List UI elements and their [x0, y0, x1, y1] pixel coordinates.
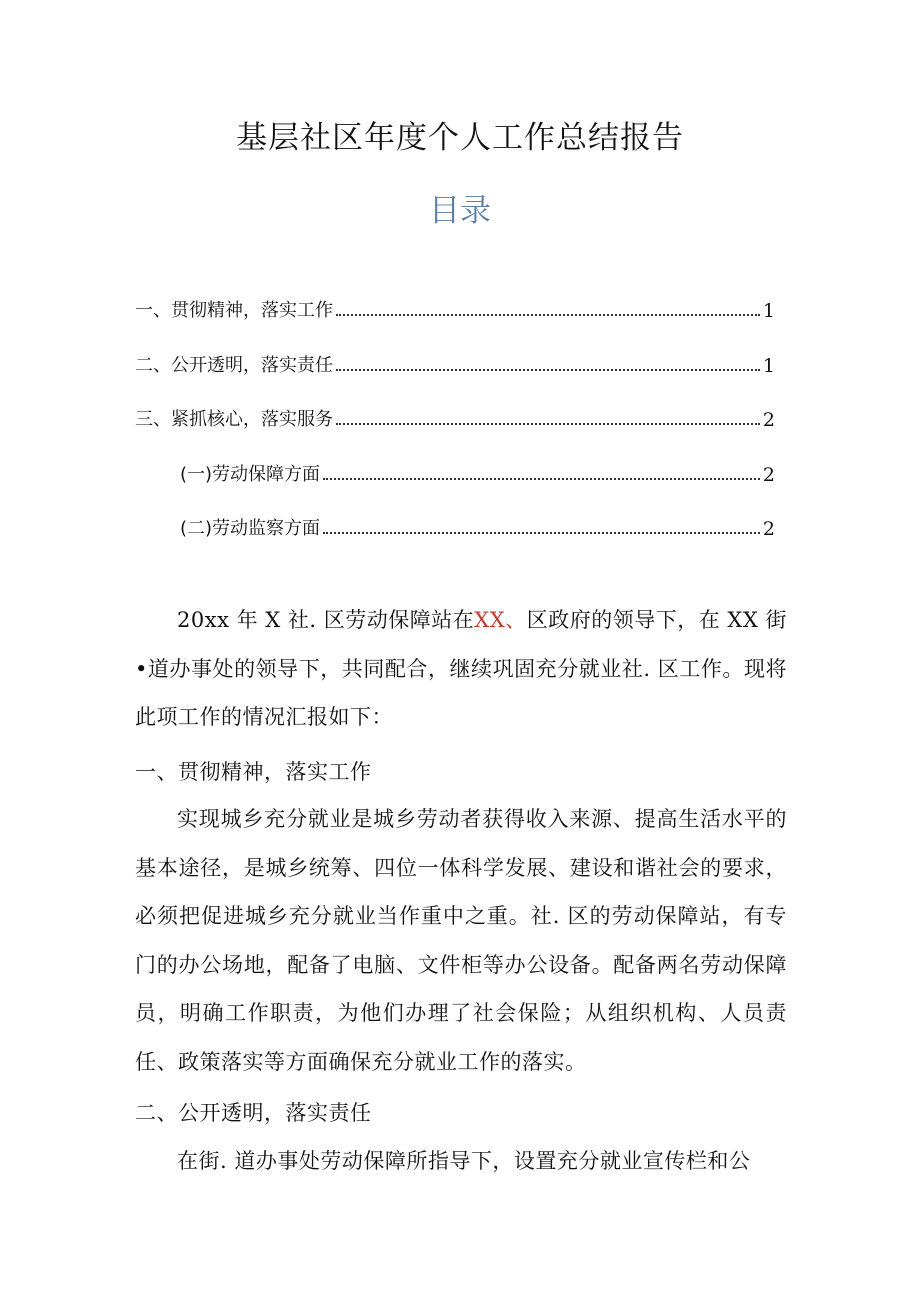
intro-paragraph: [135, 596, 787, 742]
toc-item-label: (二)劳动监察方面: [180, 518, 321, 539]
section-body: 在街. 道办事处劳动保障所指导下，设置充分就业宣传栏和公: [177, 1149, 751, 1173]
toc-item-page: 2: [762, 518, 775, 540]
toc-item-page: 1: [762, 355, 775, 377]
toc-item-page: 2: [762, 409, 775, 431]
toc-leader-dots: [323, 531, 760, 534]
toc-item[interactable]: [135, 405, 775, 431]
toc-item-label: 三、紧抓核心，落实服务: [135, 409, 333, 430]
toc-item-page: 2: [762, 464, 775, 486]
section-body: 实现城乡充分就业是城乡劳动者获得收入来源、提高生活水平的基本途径，是城乡统筹、四位一体科学发展、建设和谐社会的要求，必须把促进城乡充分就业当作重中之重。社. 区的劳动保障站，有专门的办公场地，配备了电脑、文件柜等办公设备。配备两名劳动保障员，明确工作职责，为他们办理了社会保险；从组织机构、人员责任、政策落实等方面确保充分就业工作的落实。: [135, 807, 787, 1074]
section-heading: 二、公开透明，落实责任: [135, 1101, 372, 1125]
toc-item-label: 一、贯彻精神，落实工作: [135, 300, 333, 321]
toc-title: 目录: [429, 193, 491, 229]
toc-leader-dots: [336, 368, 760, 371]
document-title: 基层社区年度个人工作总结报告: [236, 120, 684, 156]
toc-item-label: 二、公开透明，落实责任: [135, 355, 333, 376]
toc-item-page: 1: [762, 300, 775, 322]
intro-text-start: 20xx 年 X 社. 区劳动保障站在: [177, 608, 475, 632]
toc-leader-dots: [336, 313, 760, 316]
toc-leader-dots: [336, 422, 760, 425]
section-heading: 一、贯彻精神，落实工作: [135, 760, 372, 784]
toc-subitem[interactable]: [180, 514, 775, 540]
intro-highlight: XX、: [474, 608, 527, 632]
intro-text-end: 区政府的领导下，在 XX 街•道办事处的领导下，共同配合，继续巩固充分就业社. 区工作。现将此项工作的情况汇报如下：: [135, 608, 787, 729]
toc-subitem[interactable]: [180, 460, 775, 486]
toc-item[interactable]: [135, 351, 775, 377]
toc-leader-dots: [323, 477, 760, 480]
toc-item[interactable]: [135, 296, 775, 322]
toc-item-label: (一)劳动保障方面: [180, 464, 321, 485]
